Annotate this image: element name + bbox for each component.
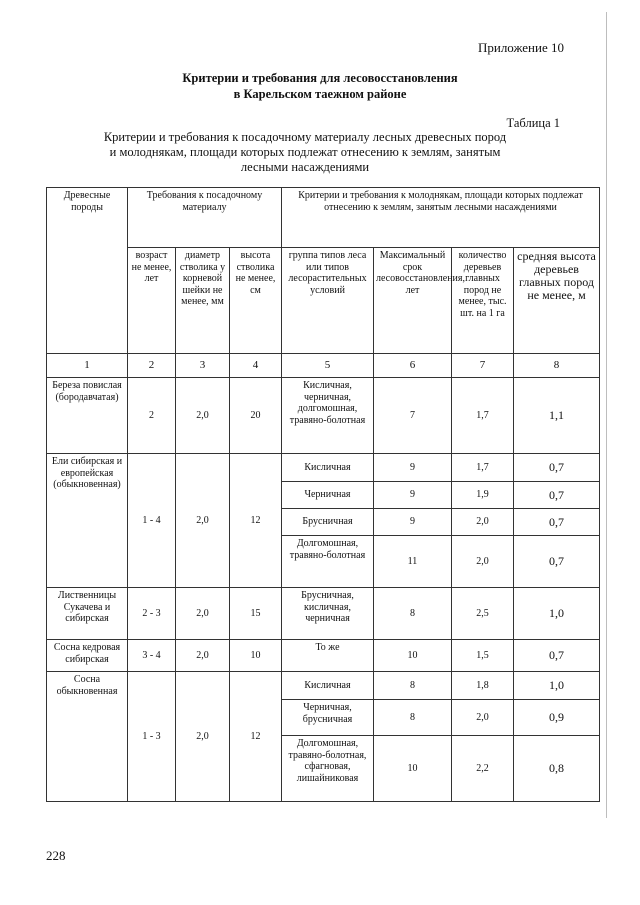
age-cell: 3 - 4	[128, 640, 176, 672]
forest-type-cell: Черничная	[282, 482, 374, 509]
forest-type-cell: То же	[282, 640, 374, 672]
column-number-row	[47, 354, 600, 378]
avg-height-cell: 1,0	[514, 672, 600, 700]
count-cell: 1,5	[452, 640, 514, 672]
age-cell: 2	[128, 378, 176, 454]
height-cell: 20	[230, 378, 282, 454]
table-row	[47, 672, 600, 700]
avg-height-cell: 0,7	[514, 509, 600, 536]
height-cell: 15	[230, 588, 282, 640]
diameter-cell: 2,0	[176, 640, 230, 672]
col-number: 8	[514, 354, 600, 378]
col-number: 6	[374, 354, 452, 378]
period-cell: 10	[374, 640, 452, 672]
header-planting-material: Требования к посадочному материалу	[128, 188, 282, 248]
diameter-cell: 2,0	[176, 588, 230, 640]
table-row	[47, 640, 600, 672]
table-caption: Критерии и требования к посадочному материалу лесных древесных пород и молоднякам, площади которых подлежат отнесению к землям, занятым лесными насаждениями	[103, 130, 507, 174]
title-line-2: в Карельском таежном районе	[233, 87, 407, 101]
species-cell: Лиственницы Сукачева и сибирская	[47, 588, 128, 640]
page-number: 228	[46, 848, 66, 863]
height-cell: 10	[230, 640, 282, 672]
count-cell: 1,9	[452, 482, 514, 509]
forest-type-cell: Брусничная, кисличная, черничная	[282, 588, 374, 640]
avg-height-cell: 0,7	[514, 536, 600, 588]
col-number: 2	[128, 354, 176, 378]
header-row-2	[47, 248, 600, 354]
table-row	[47, 378, 600, 454]
avg-height-cell: 1,1	[514, 378, 600, 454]
period-cell: 8	[374, 588, 452, 640]
col-number: 7	[452, 354, 514, 378]
age-cell: 1 - 3	[128, 672, 176, 802]
period-cell: 10	[374, 736, 452, 802]
header-row-1	[47, 188, 600, 248]
avg-height-cell: 0,7	[514, 482, 600, 509]
avg-height-cell: 0,9	[514, 700, 600, 736]
header-species: Древесные породы	[47, 188, 128, 354]
count-cell: 2,5	[452, 588, 514, 640]
header-tree-count: количество деревьев главных пород не менее, тыс. шт. на 1 га	[452, 248, 514, 354]
col-number: 3	[176, 354, 230, 378]
criteria-table	[46, 187, 600, 802]
species-cell: Сосна обыкновенная	[47, 672, 128, 802]
document-title	[0, 70, 640, 102]
species-cell: Береза повислая (бородавчатая)	[47, 378, 128, 454]
header-age: возраст не менее, лет	[128, 248, 176, 354]
count-cell: 2,0	[452, 509, 514, 536]
diameter-cell: 2,0	[176, 454, 230, 588]
count-cell: 1,7	[452, 454, 514, 482]
table-number: Таблица 1	[506, 116, 560, 130]
header-diameter: диаметр стволика у корневой шейки не менее, мм	[176, 248, 230, 354]
avg-height-cell: 0,8	[514, 736, 600, 802]
height-cell: 12	[230, 672, 282, 802]
count-cell: 1,8	[452, 672, 514, 700]
avg-height-cell: 0,7	[514, 454, 600, 482]
page-edge-line	[606, 12, 607, 818]
period-cell: 7	[374, 378, 452, 454]
appendix-label: Приложение 10	[477, 40, 564, 55]
period-cell: 9	[374, 509, 452, 536]
diameter-cell: 2,0	[176, 378, 230, 454]
forest-type-cell: Кисличная	[282, 672, 374, 700]
age-cell: 2 - 3	[128, 588, 176, 640]
forest-type-cell: Кисличная, черничная, долгомошная, травяно-болотная	[282, 378, 374, 454]
period-cell: 11	[374, 536, 452, 588]
header-height: высота стволика не менее, см	[230, 248, 282, 354]
period-cell: 9	[374, 454, 452, 482]
height-cell: 12	[230, 454, 282, 588]
header-young-stands: Критерии и требования к молоднякам, площади которых подлежат отнесению к землям, занятым лесными насаждениями	[282, 188, 600, 248]
avg-height-cell: 1,0	[514, 588, 600, 640]
forest-type-cell: Черничная, брусничная	[282, 700, 374, 736]
header-avg-height: средняя высота деревьев главных пород не менее, м	[514, 248, 600, 354]
species-cell: Ели сибирская и европейская (обыкновенная)	[47, 454, 128, 588]
title-line-1: Критерии и требования для лесовосстановления	[182, 71, 458, 85]
header-forest-type: группа типов леса или типов лесорастительных условий	[282, 248, 374, 354]
period-cell: 8	[374, 672, 452, 700]
forest-type-cell: Долгомошная, травяно-болотная	[282, 536, 374, 588]
forest-type-cell: Брусничная	[282, 509, 374, 536]
col-number: 5	[282, 354, 374, 378]
table-row	[47, 588, 600, 640]
count-cell: 2,2	[452, 736, 514, 802]
col-number: 1	[47, 354, 128, 378]
count-cell: 1,7	[452, 378, 514, 454]
age-cell: 1 - 4	[128, 454, 176, 588]
species-cell: Сосна кедровая сибирская	[47, 640, 128, 672]
avg-height-cell: 0,7	[514, 640, 600, 672]
header-max-period: Максимальный срок лесовосстановления, лет	[374, 248, 452, 354]
period-cell: 9	[374, 482, 452, 509]
count-cell: 2,0	[452, 700, 514, 736]
forest-type-cell: Кисличная	[282, 454, 374, 482]
diameter-cell: 2,0	[176, 672, 230, 802]
forest-type-cell: Долгомошная, травяно-болотная, сфагновая, лишайниковая	[282, 736, 374, 802]
table-row	[47, 454, 600, 482]
count-cell: 2,0	[452, 536, 514, 588]
period-cell: 8	[374, 700, 452, 736]
col-number: 4	[230, 354, 282, 378]
